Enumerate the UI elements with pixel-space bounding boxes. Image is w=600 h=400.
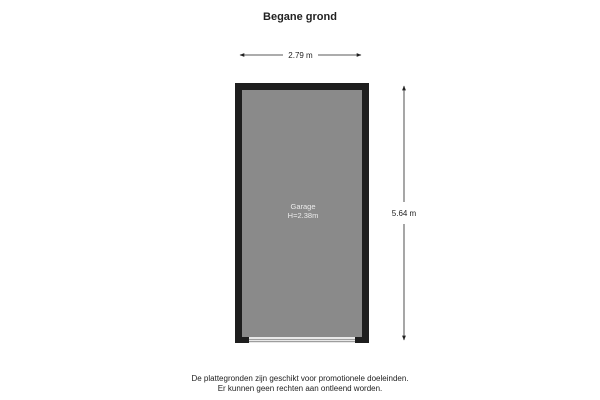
floor-title: Begane grond	[263, 11, 337, 23]
garage-door-opening	[249, 337, 355, 343]
disclaimer-line-2: Er kunnen geen rechten aan ontleend worden.	[217, 384, 383, 393]
disclaimer	[0, 374, 600, 394]
height-dimension	[392, 86, 417, 340]
garage-door	[249, 337, 355, 343]
disclaimer-line-1: De plattegronden zijn geschikt voor promotionele doeleinden.	[191, 374, 409, 383]
room-height: H=2.38m	[287, 211, 319, 220]
room-name: Garage	[290, 202, 316, 211]
width-dimension	[240, 51, 361, 60]
height-dimension-label: 5.64 m	[391, 209, 417, 218]
width-dimension-label: 2.79 m	[288, 51, 313, 60]
